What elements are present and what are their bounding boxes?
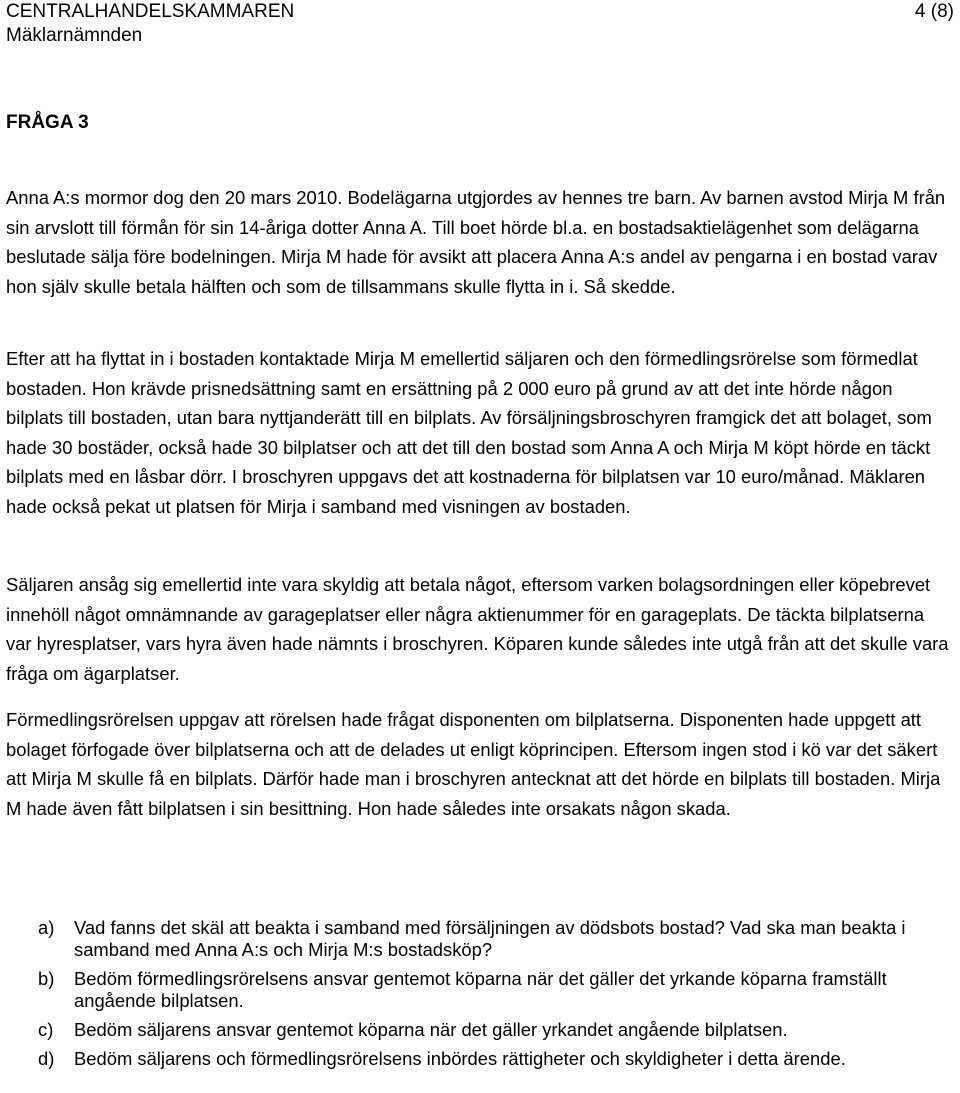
question-item-c [38, 1019, 950, 1041]
department-name: Mäklarnämnden [6, 25, 143, 46]
case-paragraph-1: Anna A:s mormor dog den 20 mars 2010. Bodelägarna utgjordes av hennes tre barn. Av barnen avstod Mirja M från sin arvslott till förmån för sin 14-åriga dotter Anna A. Till boet hörde bl.a. en bostadsaktielägenhet som delägarna beslutade sälja före bodelningen. Mirja M hade för avsikt att placera Anna A:s andel av pengarna i en bostad varav hon själv skulle betala hälften och som de tillsammans skulle flytta in i. Så skedde. [6, 187, 946, 297]
question-text: Bedöm säljarens ansvar gentemot köparna när det gäller yrkandet angående bilplatsen. [74, 1019, 788, 1040]
question-item-a [38, 917, 950, 961]
question-label: b) [38, 968, 55, 989]
question-item-d [38, 1048, 950, 1070]
question-heading: FRÅGA 3 [6, 112, 89, 133]
case-paragraph-4: Förmedlingsrörelsen uppgav att rörelsen hade frågat disponenten om bilplatserna. Disponenten hade uppgett att bolaget förfogade över bilplatserna och att de delades ut enligt köprincipen. Eftersom ingen stod i kö var det säkert att Mirja M skulle få en bilplats. Därför hade man i broschyren antecknat att det hörde en bilplats till bostaden. Mirja M hade även fått bilplatsen i sin besittning. Hon hade således inte orsakats någon skada. [6, 709, 941, 819]
question-text: Bedöm säljarens och förmedlingsrörelsens inbördes rättigheter och skyldigheter i detta ärende. [74, 1048, 846, 1069]
page-header [6, 0, 954, 48]
question-label: c) [38, 1019, 54, 1040]
question-label: d) [38, 1048, 55, 1069]
question-item-b [38, 968, 950, 1012]
question-label: a) [38, 917, 55, 938]
organization-name: CENTRALHANDELSKAMMAREN [6, 1, 295, 22]
question-text: Vad fanns det skäl att beakta i samband med försäljningen av dödsbots bostad? Vad ska man beakta i samband med Anna A:s och Mirja M:s bostadsköp? [74, 917, 906, 960]
page-number: 4 (8) [914, 1, 954, 22]
case-paragraph-3: Säljaren ansåg sig emellertid inte vara skyldig att betala något, eftersom varken bolagsordningen eller köpebrevet innehöll något omnämnande av garageplatser eller några aktienummer för en garageplats. De täckta bilplatserna var hyresplatser, vars hyra även hade nämnts i broschyren. Köparen kunde således inte utgå från att det skulle vara fråga om ägarplatser. [6, 574, 949, 684]
question-list [38, 917, 950, 1077]
question-text: Bedöm förmedlingsrörelsens ansvar gentemot köparna när det gäller det yrkande köparna framställt angående bilplatsen. [74, 968, 887, 1011]
case-paragraph-2: Efter att ha flyttat in i bostaden kontaktade Mirja M emellertid säljaren och den förmedlingsrörelse som förmedlat bostaden. Hon krävde prisnedsättning samt en ersättning på 2 000 euro på grund av att det inte hörde någon bilplats till bostaden, utan bara nyttjanderätt till en bilplats. Av försäljningsbroschyren framgick det att bolaget, som hade 30 bostäder, också hade 30 bilplatser och att det till den bostad som Anna A och Mirja M köpt hörde en täckt bilplats med en låsbar dörr. I broschyren uppgavs det att kostnaderna för bilplatsen var 10 euro/månad. Mäklaren hade också pekat ut platsen för Mirja i samband med visningen av bostaden. [6, 348, 932, 517]
